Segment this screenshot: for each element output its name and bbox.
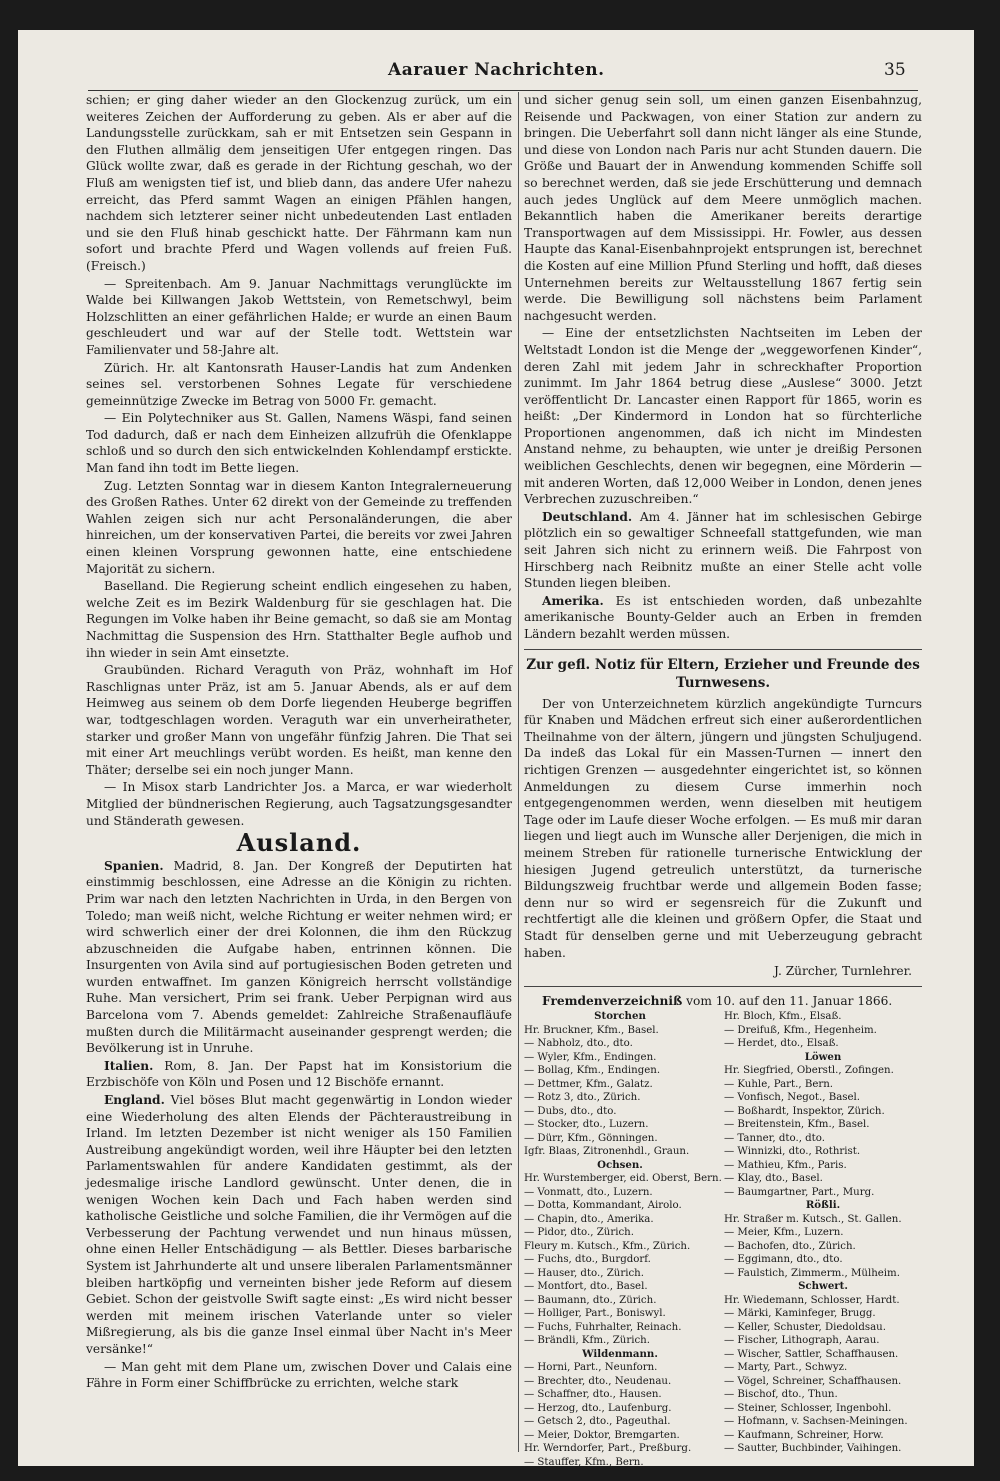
guest-entry: — Winnizki, dto., Rothrist. — [724, 1146, 861, 1158]
country-heading: Deutschland. — [542, 509, 633, 524]
guest-lists — [524, 1010, 922, 1469]
guest-entry: — Bollag, Kfm., Endingen. — [524, 1065, 661, 1077]
guest-entry: — Fuchs, dto., Burgdorf. — [524, 1254, 651, 1266]
country-heading: Italien. — [104, 1058, 154, 1073]
guest-entry: Fleury m. Kutsch., Kfm., Zürich. — [524, 1240, 691, 1252]
guest-entry: — Wyler, Kfm., Endingen. — [524, 1051, 657, 1063]
article-paragraph — [86, 1092, 512, 1358]
guest-entry: — Vonmatt, dto., Luzern. — [524, 1186, 653, 1198]
hotel-heading: Schwert. — [798, 1280, 848, 1293]
guest-entry: — Kaufmann, Schreiner, Horw. — [724, 1429, 884, 1441]
guest-entry: — Rotz 3, dto., Zürich. — [524, 1092, 641, 1104]
notice-signature: J. Zürcher, Turnlehrer. — [774, 964, 912, 979]
article-paragraph — [524, 509, 922, 592]
article-paragraph: Graubünden. Richard Veraguth von Präz, wohnhaft im Hof Raschlignas unter Präz, ist am 5. Januar Abends, als er auf dem Heimweg aus seinem ob dem Dorfe liegenden Heuberge begriffen war, todtgeschlagen worden. Veraguth war ein unverheiratheter, starker und großer Mann von ungefähr fünfzig Jahren. Die That sei mit einer Art meuchlings verübt worden. Es heißt, man kenne den Thäter; derselbe sei ein noch junger Mann. — [86, 663, 512, 777]
page-number: 35 — [884, 60, 906, 80]
fremden-heading — [524, 993, 922, 1010]
guest-entry: — Fischer, Lithograph, Aarau. — [724, 1335, 880, 1347]
guest-entry: — Dettmer, Kfm., Galatz. — [524, 1078, 653, 1090]
right-column — [524, 92, 923, 1468]
article-paragraph: — Ein Polytechniker aus St. Gallen, Namens Wäspi, fand seinen Tod dadurch, daß er nach dem Einheizen allzufrüh die Ofenklappe schloß und so durch den sich entwickelnden Kohlendampf erstickte. Man fand ihn todt im Bette liegen. — [86, 411, 512, 476]
guest-entry: — Meier, Kfm., Luzern. — [724, 1227, 844, 1239]
article-paragraph: — Man geht mit dem Plane um, zwischen Dover und Calais eine Fähre in Form einer Schiffbrücke zu errichten, welche stark — [86, 1359, 512, 1391]
guest-entry: — Stocker, dto., Luzern. — [524, 1119, 649, 1131]
article-paragraph: — Spreitenbach. Am 9. Januar Nachmittags verunglückte im Walde bei Killwangen Jakob Wettstein, von Remetschwyl, beim Holzschlitten an einer gefährlichen Halde; er wurde an einen Baum geschleudert und war auf der Stelle todt. Wettstein war Familienvater und 58-Jahre alt. — [86, 276, 512, 357]
guest-entry: — Märki, Kaminfeger, Brugg. — [724, 1308, 876, 1320]
article-text: Es ist entschieden worden, daß unbezahlte amerikanische Bounty-Gelder auch an Erben in fremden Ländern bezahlt werden müssen. — [524, 593, 923, 641]
article-text: Madrid, 8. Jan. Der Kongreß der Deputirten hat einstimmig beschlossen, eine Adresse an die Königin zu richten. Prim war nach den letzten Nachrichten in Urda, in den Bergen von Toledo; man weiß nicht, welche Richtung er weiter nehmen wird; er wird schwerlich einer der drei Kolonnen, die ihm den Rückzug abzuschneiden die Aufgabe haben, entrinnen können. Die Insurgenten von Avila sind auf portugiesischen Boden getreten und wurden entwaffnet. Im ganzen Königreich herrscht vollständige Ruhe. Man versichert, Prim sei frank. Ueber Perpignan wird aus Barcelona vom 7. Abends gemeldet: Zahlreiche Straßenaufläufe mußten durch die Militärmacht auseinander gesprengt werden; die Bevölkerung ist in Unruhe. — [86, 858, 512, 1056]
guest-entry: — Faulstich, Zimmerm., Mülheim. — [724, 1267, 900, 1279]
guest-entry: — Vonfisch, Negot., Basel. — [724, 1092, 861, 1104]
guest-entry: — Horni, Part., Neunforn. — [524, 1362, 658, 1374]
guest-entry: — Hofmann, v. Sachsen-Meiningen. — [724, 1416, 908, 1428]
guest-entry: — Dubs, dto., dto. — [524, 1105, 617, 1117]
guest-entry: — Klay, dto., Basel. — [724, 1173, 823, 1185]
fremden-title: Fremdenverzeichniß — [542, 993, 683, 1008]
article-paragraph: schien; er ging daher wieder an den Glockenzug zurück, um ein weiteres Zeichen der Aufforderung zu geben. Als er aber auf die Landungsstelle zurückkam, sah er mit Entsetzen sein Gespann in den Fluthen allmälig dem jenseitigen Ufer entgegen ringen. Das Glück wollte zwar, daß es gerade in der Richtung geschah, wo der Fluß am wenigsten tief ist, und blieb dann, das andere Ufer nahezu erreicht, das Pferd sammt Wagen an einigen Pfählen hangen, nachdem sich letzterer seiner nicht unbedeutenden Last entladen und sie den Fluß hinab geschickt hatte. Der Fährmann kam nun sofort und brachte Pferd und Wagen vollends auf freien Fuß. (Freisch.) — [86, 93, 512, 273]
guest-list-left — [524, 1010, 722, 1469]
guest-entry: — Baumgartner, Part., Murg. — [724, 1186, 875, 1198]
hotel-heading: Ochsen. — [597, 1158, 643, 1171]
guest-entry: — Vögel, Schreiner, Schaffhausen. — [724, 1375, 902, 1387]
column-divider — [518, 92, 519, 1452]
guest-entry: Hr. Wiedemann, Schlosser, Hardt. — [724, 1294, 900, 1306]
hotel-heading: Rößli. — [805, 1199, 841, 1212]
newspaper-title: Aarauer Nachrichten. — [388, 60, 605, 80]
hotel-heading: Löwen — [804, 1050, 842, 1063]
country-heading: Spanien. — [104, 858, 164, 873]
notice-title: Zur gefl. Notiz für Eltern, Erzieher und Freunde des Turnwesens. — [526, 656, 920, 691]
fremden-dates: vom 10. auf den 11. Januar 1866. — [686, 993, 893, 1008]
article-text: Viel böses Blut macht gegenwärtig in London wieder eine Wiederholung des alten Elends der Pächteraustreibung in Irland. Im letzten Dezember ist nicht weniger als 150 Familien Austreibung angekündigt worden, weil ihre Häupter bei den letzten Parlamentswahlen für andere Kandidaten gestimmt, als der jedesmalige irische Landlord gewünscht. Unter denen, die in wenigen Wochen kein Dach und Fach haben werden sind katholische Geistliche und solche Familien, die ihr Vermögen auf die Verbesserung der Pachtung verwendet und nun hinaus müssen, ohne einen Heller Entschädigung — als Bettler. Dieses barbarische System ist Jahrhunderte alt und unsere liberalen Parlamentsmänner bleiben hartköpfig und verneinten bisher jede Reform auf diesem Gebiet. Schon der geistvolle Swift sagte einst: „Es wird nicht besser werden mit meinem irischen Vaterlande unter so vieler Mißregierung, als bis die ganze Insel einmal über Nacht in's Meer versänke!“ — [86, 1093, 513, 1356]
country-heading: Amerika. — [542, 593, 604, 608]
article-paragraph: Zürich. Hr. alt Kantonsrath Hauser-Landis hat zum Andenken seines sel. verstorbenen Sohnes Legate für verschiedene gemeinnützige Zwecke im Betrag von 5000 Fr. gemacht. — [86, 360, 512, 408]
guest-entry: — Herdet, dto., Elsaß. — [724, 1038, 839, 1050]
guest-entry: — Pidor, dto., Zürich. — [524, 1227, 634, 1239]
guest-entry: — Chapin, dto., Amerika. — [524, 1213, 654, 1225]
guest-entry: Hr. Siegfried, Oberstl., Zofingen. — [724, 1065, 894, 1077]
guest-entry: Hr. Bloch, Kfm., Elsaß. — [724, 1011, 842, 1023]
guest-entry: Igfr. Blaas, Zitronenhdl., Graun. — [524, 1146, 690, 1158]
article-paragraph — [86, 1058, 512, 1091]
guest-entry: — Bischof, dto., Thun. — [724, 1389, 838, 1401]
guest-entry: — Dotta, Kommandant, Airolo. — [524, 1200, 682, 1212]
guest-entry: Hr. Werndorfer, Part., Preßburg. — [524, 1443, 692, 1455]
guest-entry: Hr. Wurstemberger, eid. Oberst, Bern. — [524, 1173, 722, 1185]
guest-entry: — Eggimann, dto., dto. — [724, 1254, 843, 1266]
article-paragraph: Baselland. Die Regierung scheint endlich eingesehen zu haben, welche Zeit es im Bezirk Waldenburg für sie geschlagen hat. Die Regungen im Volke haben ihr Beine gemacht, so daß sie am Montag Nachmittag die Suspension des Hrn. Statthalter Begle aufhob und ihn wieder in sein Amt einsetzte. — [86, 579, 512, 660]
guest-entry: — Stauffer, Kfm., Bern. — [524, 1456, 644, 1468]
article-paragraph — [86, 858, 512, 1057]
guest-entry: Hr. Bruckner, Kfm., Basel. — [524, 1024, 659, 1036]
hotel-heading: Wildenmann. — [582, 1347, 658, 1360]
guest-entry: — Keller, Schuster, Diedoldsau. — [724, 1321, 886, 1333]
guest-entry: — Dürr, Kfm., Gönningen. — [524, 1132, 658, 1144]
divider — [524, 649, 922, 650]
guest-entry: — Steiner, Schlosser, Ingenbohl. — [724, 1402, 892, 1414]
guest-entry: — Sautter, Buchbinder, Vaihingen. — [724, 1443, 902, 1455]
guest-entry: — Brändli, Kfm., Zürich. — [524, 1335, 650, 1347]
guest-entry: — Marty, Part., Schwyz. — [724, 1362, 848, 1374]
guest-entry: — Getsch 2, dto., Pageuthal. — [524, 1416, 671, 1428]
guest-entry: — Herzog, dto., Laufenburg. — [524, 1402, 672, 1414]
guest-entry: — Wischer, Sattler, Schaffhausen. — [724, 1348, 899, 1360]
article-paragraph: — Eine der entsetzlichsten Nachtseiten im Leben der Weltstadt London ist die Menge der „weggeworfenen Kinder“, deren Zahl mit jedem Jahr in schreckhafter Proportion zunimmt. Im Jahr 1864 betrug diese „Auslese“ 3000. Jetzt veröffentlicht Dr. Lancaster einen Rapport für 1865, worin es heißt: „Der Kindermord in London hat so fürchterliche Proportionen angenommen, daß ich nicht im Mindesten Anstand nehme, zu behaupten, wie unter je dreißig Personen weiblichen Geschlechts, denen wir begegnen, eine Mörderin — mit anderen Worten, daß 12,000 Weiber in London, denen jenes Verbrechen zuzuschreiben.“ — [524, 326, 922, 507]
guest-entry: — Holliger, Part., Boniswyl. — [524, 1308, 666, 1320]
guest-entry: — Nabholz, dto., dto. — [524, 1038, 633, 1050]
header-rule — [88, 90, 918, 91]
guest-entry: — Boßhardt, Inspektor, Zürich. — [724, 1105, 885, 1117]
guest-entry: — Bachofen, dto., Zürich. — [724, 1240, 856, 1252]
article-text: Am 4. Jänner hat im schlesischen Gebirge plötzlich ein so gewaltiger Schneefall stattgefunden, wie man seit Jahren sich nicht zu erinnern weiß. Die Fahrpost von Hirschberg nach Reibnitz mußte an einer Stelle acht volle Stunden liegen bleiben. — [524, 509, 922, 591]
newspaper-page — [18, 30, 974, 1466]
guest-entry: — Meier, Doktor, Bremgarten. — [524, 1429, 680, 1441]
guest-entry: — Mathieu, Kfm., Paris. — [724, 1159, 847, 1171]
guest-entry: — Baumann, dto., Zürich. — [524, 1294, 657, 1306]
guest-entry: — Schaffner, dto., Hausen. — [524, 1389, 662, 1401]
guest-entry: — Hauser, dto., Zürich. — [524, 1267, 644, 1279]
hotel-heading: Storchen — [594, 1010, 646, 1023]
article-paragraph — [524, 593, 922, 643]
guest-entry: — Montfort, dto., Basel. — [524, 1281, 648, 1293]
article-paragraph: und sicher genug sein soll, um einen ganzen Eisenbahnzug, Reisende und Packwagen, von einer Station zur andern zu bringen. Die Ueberfahrt soll dann nicht länger als eine Stunde, und diese von London nach Paris nur acht Stunden dauern. Die Größe und Bauart der in Anwendung kommenden Schiffe soll so berechnet werden, daß sie jede Erschütterung und demnach auch jedes Unglück auf dem Meere unmöglich machen. Bekanntlich haben die Amerikaner bereits derartige Transportwagen auf dem Mississippi. Hr. Fowler, aus dessen Haupte das Kanal-Eisenbahnprojekt entsprungen ist, berechnet die Kosten auf eine Million Pfund Sterling und hofft, daß dieses Unternehmen bereits zur Weltausstellung 1867 fertig sein werde. Die Bewilligung soll nächstens beim Parlament nachgesucht werden. — [524, 93, 922, 323]
guest-entry: — Brechter, dto., Neudenau. — [524, 1375, 672, 1387]
left-column — [86, 92, 512, 1452]
guest-entry: — Breitenstein, Kfm., Basel. — [724, 1119, 870, 1131]
article-text: Rom, 8. Jan. Der Papst hat im Konsistorium die Erzbischöfe von Köln und Posen und 12 Bischöfe ernannt. — [86, 1058, 512, 1090]
guest-entry: — Tanner, dto., dto. — [724, 1132, 825, 1144]
notice-body: Der von Unterzeichnetem kürzlich angekündigte Turncurs für Knaben und Mädchen erfreut sich einer außerordentlichen Theilnahme von der ältern, jüngern und jüngsten Schuljugend. Da indeß das Lokal für ein Massen-Turnen — innert den richtigen Grenzen — ausgedehnter eingerichtet ist, so können Anmeldungen zu diesem Curse immerhin noch entgegengenommen werden, wenn dieselben mit heutigem Tage oder im Laufe dieser Woche erfolgen. — Es muß mir daran liegen und liegt auch im Wunsche aller Derjenigen, die mich in meinem Streben für rationelle turnerische Entwicklung der hiesigen Jugend getreulich unterstützt, da turnerische Bildungszweig fruchtbar werde und allgemein Boden fasse; denn nur so wird er segensreich für die Zukunft und rechtfertigt alle die kleinen und größern Opfer, die Staat und Stadt für denselben gerne und mit Ueberzeugung gebracht haben. — [524, 696, 922, 960]
page-header — [18, 60, 974, 86]
article-paragraph: Zug. Letzten Sonntag war in diesem Kanton Integralerneuerung des Großen Rathes. Unter 62 direkt von der Gemeinde zu treffenden Wahlen zeigen sich nur acht Personaländerungen, die aber hinreichen, um der konservativen Partei, die bereits vor zwei Jahren einen kleinen Vorsprung gewonnen hatte, eine entschiedene Majorität zu sichern. — [86, 478, 512, 576]
country-heading: England. — [104, 1093, 165, 1108]
guest-list-right — [724, 1010, 922, 1469]
article-paragraph: — In Misox starb Landrichter Jos. a Marca, er war wiederholt Mitglied der bündnerischen Regierung, auch Tagsatzungsgesandter und Ständerath gewesen. — [86, 780, 512, 828]
guest-entry: Hr. Straßer m. Kutsch., St. Gallen. — [724, 1213, 902, 1225]
section-heading-ausland: Ausland. — [236, 828, 362, 858]
guest-entry: — Fuchs, Fuhrhalter, Reinach. — [524, 1321, 682, 1333]
divider — [524, 986, 922, 987]
guest-entry: — Dreifuß, Kfm., Hegenheim. — [724, 1024, 877, 1036]
guest-entry: — Kuhle, Part., Bern. — [724, 1078, 834, 1090]
